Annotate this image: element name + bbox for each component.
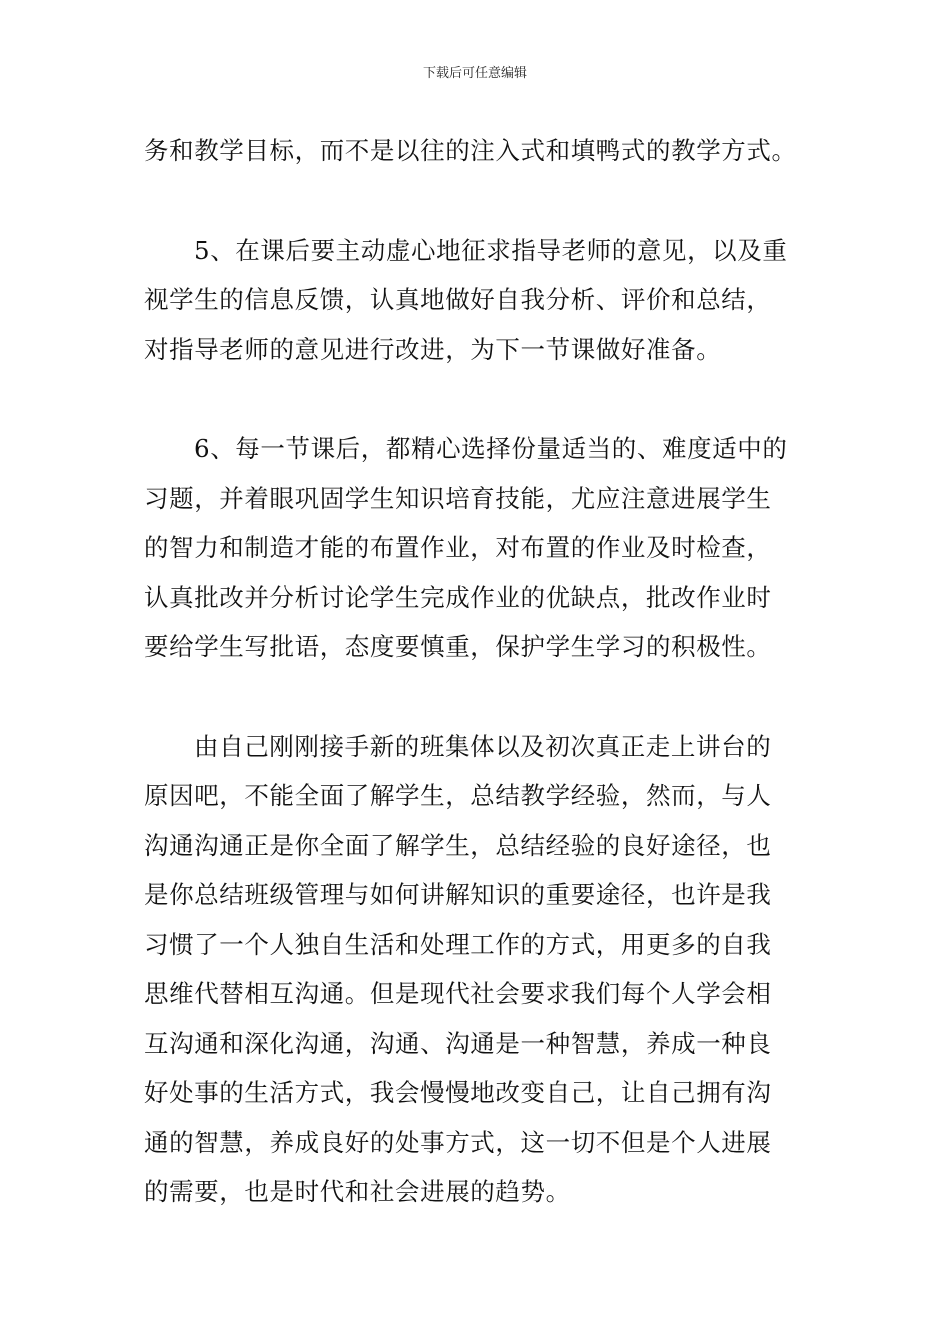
text-line: 的智力和制造才能的布置作业，对布置的作业及时检查， bbox=[144, 533, 772, 562]
text-line: 视学生的信息反馈，认真地做好自我分析、评价和总结， bbox=[144, 285, 772, 314]
text-line: 由自己刚刚接手新的班集体以及初次真正走上讲台的 bbox=[194, 731, 772, 761]
text-line: 务和教学目标，而不是以往的注入式和填鸭式的教学方式。 bbox=[144, 136, 797, 165]
paragraph-continuation bbox=[144, 126, 808, 176]
paragraph-item-6 bbox=[144, 424, 808, 672]
text-line: 6、每一节课后，都精心选择份量适当的、难度适中的 bbox=[194, 434, 788, 463]
paragraph-gap bbox=[144, 374, 808, 424]
paragraph-item-5 bbox=[144, 226, 808, 375]
text-line: 通的智慧，养成良好的处事方式，这一切不但是个人进展 bbox=[144, 1127, 772, 1157]
paragraph-gap bbox=[144, 176, 808, 226]
text-line: 是你总结班级管理与如何讲解知识的重要途径，也许是我 bbox=[144, 880, 772, 909]
paragraph-reflection bbox=[144, 722, 808, 1217]
text-line: 的需要，也是时代和社会进展的趋势。 bbox=[144, 1177, 571, 1206]
text-line: 习惯了一个人独自生活和处理工作的方式，用更多的自我 bbox=[144, 929, 772, 959]
text-line: 原因吧，不能全面了解学生，总结教学经验，然而，与人 bbox=[144, 781, 772, 810]
page-header: 下载后可任意编辑 bbox=[422, 66, 527, 81]
text-line: 思维代替相互沟通。但是现代社会要求我们每个人学会相 bbox=[144, 979, 772, 1008]
paragraph-gap bbox=[144, 672, 808, 722]
document-body bbox=[144, 126, 808, 1217]
text-line: 要给学生写批语，态度要慎重，保护学生学习的积极性。 bbox=[144, 632, 772, 661]
text-line: 沟通沟通正是你全面了解学生，总结经验的良好途径，也 bbox=[144, 830, 772, 860]
text-line: 对指导老师的意见进行改进，为下一节课做好准备。 bbox=[144, 334, 722, 364]
text-line: 互沟通和深化沟通，沟通、沟通是一种智慧，养成一种良 bbox=[144, 1028, 772, 1058]
text-line: 习题，并着眼巩固学生知识培育技能，尤应注意进展学生 bbox=[144, 483, 772, 513]
text-line: 5、在课后要主动虚心地征求指导老师的意见，以及重 bbox=[194, 235, 788, 265]
text-line: 好处事的生活方式，我会慢慢地改变自己，让自己拥有沟 bbox=[144, 1078, 772, 1107]
text-line: 认真批改并分析讨论学生完成作业的优缺点，批改作业时 bbox=[144, 582, 772, 612]
